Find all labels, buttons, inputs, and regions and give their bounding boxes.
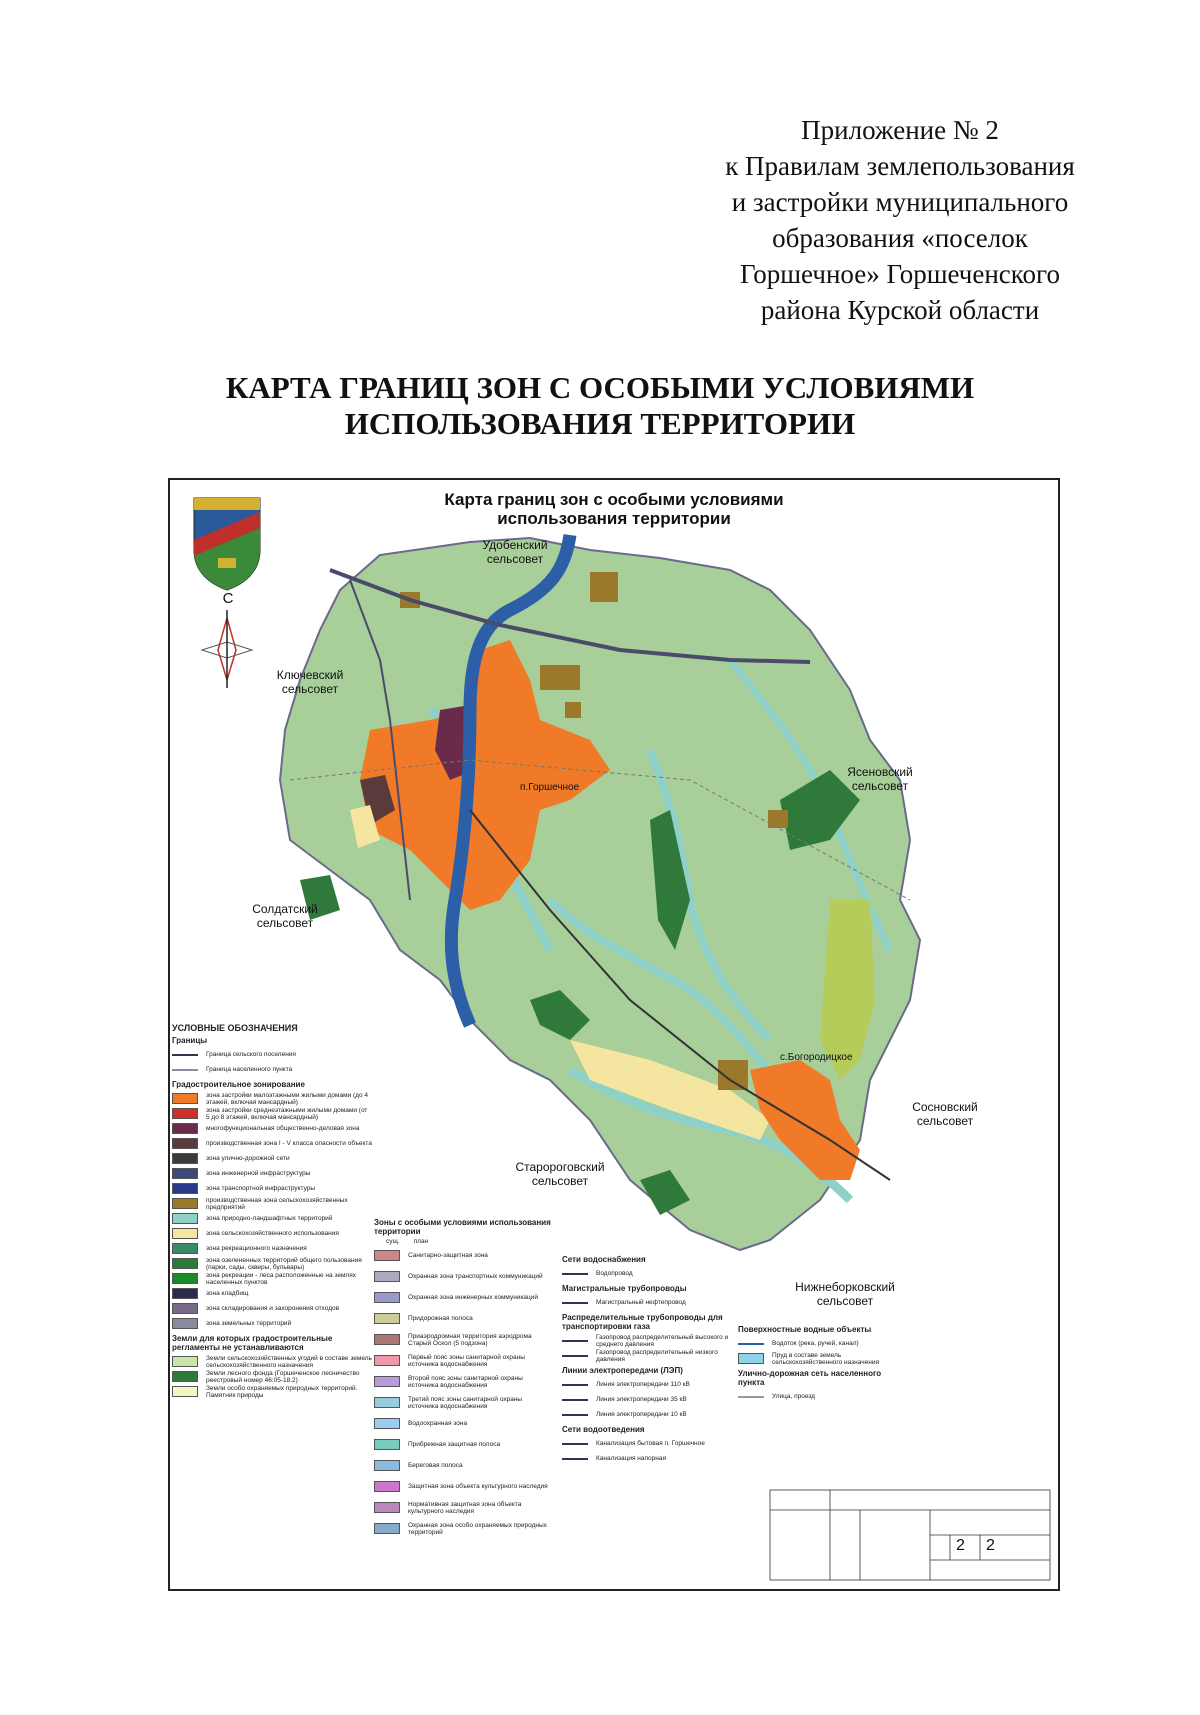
legend-text: Водопровод	[596, 1270, 633, 1277]
agri-enterprise-block	[565, 702, 581, 718]
line-swatch	[738, 1343, 764, 1345]
color-swatch	[172, 1356, 198, 1367]
appendix-header	[690, 112, 1110, 328]
legend-text: Прибрежная защитная полоса	[408, 1441, 501, 1448]
legend-text: Нормативная защитная зона объекта культурного наследия	[408, 1500, 522, 1515]
region-name: Солдатский	[252, 902, 318, 916]
legend-row	[172, 1062, 372, 1077]
map-title-line: Карта границ зон с особыми условиями	[444, 490, 784, 509]
color-swatch	[374, 1271, 400, 1282]
legend-text: Третий пояс зоны санитарной охраны источника водоснабжения	[408, 1395, 523, 1410]
color-swatch	[172, 1371, 198, 1382]
legend-text: зона рекреационного назначения	[206, 1245, 307, 1252]
legend-row	[374, 1245, 554, 1266]
legend-text: Защитная зона объекта культурного наследия	[408, 1483, 548, 1490]
region-type: сельсовет	[816, 1294, 874, 1308]
color-swatch	[172, 1318, 198, 1329]
region-name: Нижнеборковский	[795, 1280, 895, 1294]
line-swatch	[562, 1414, 588, 1416]
label-klyuchevsky	[255, 668, 365, 696]
color-swatch	[172, 1303, 198, 1314]
compass-north-arrow-icon	[202, 610, 252, 688]
legend-row	[172, 1106, 372, 1121]
label-bogoroditskoe: с.Богородицкое	[780, 1052, 853, 1063]
north-label: С	[222, 590, 234, 607]
legend-text: Канализация бытовая п. Горшечное	[596, 1440, 705, 1447]
map-title	[170, 490, 1058, 528]
agri-enterprise-block	[590, 572, 618, 602]
col-existing: сущ.	[386, 1238, 400, 1245]
legend-row	[172, 1047, 372, 1062]
legend-row	[172, 1301, 372, 1316]
legend-panel	[172, 1020, 372, 1399]
appendix-line: к Правилам землепользования	[725, 151, 1075, 181]
legend-text: зона земельных территорий	[206, 1320, 292, 1327]
appendix-line: Приложение № 2	[801, 115, 999, 145]
color-swatch	[374, 1460, 400, 1471]
color-swatch	[172, 1153, 198, 1164]
legend-row	[738, 1389, 908, 1404]
line-swatch	[562, 1384, 588, 1386]
legend-utility-head: Сети водоотведения	[562, 1425, 645, 1434]
legend-text: Газопровод распределительный высокого и среднего давления	[596, 1333, 729, 1348]
legend-roads-head: Улично-дорожная сеть населенного пункта	[738, 1369, 882, 1387]
region-type: сельсовет	[851, 779, 909, 793]
color-swatch	[374, 1355, 400, 1366]
legend-utility-head: Магистральные трубопроводы	[562, 1284, 687, 1293]
line-swatch	[562, 1340, 588, 1342]
legend-text: зона инженерной инфраструктуры	[206, 1170, 311, 1177]
legend-row	[562, 1392, 732, 1407]
legend-row	[374, 1350, 554, 1371]
legend-row	[172, 1241, 372, 1256]
legend-row	[738, 1336, 908, 1351]
legend-text: Водоток (река, ручей, канал)	[772, 1340, 859, 1347]
legend-row	[374, 1455, 554, 1476]
line-swatch	[562, 1355, 588, 1357]
line-swatch	[562, 1302, 588, 1304]
legend-text: Придорожная полоса	[408, 1315, 473, 1322]
legend-text: зона рекреации - леса расположенные на землях населенных пунктов	[206, 1271, 356, 1286]
legend-row	[374, 1266, 554, 1287]
sheet-number: 2	[956, 1537, 965, 1554]
legend-title: УСЛОВНЫЕ ОБОЗНАЧЕНИЯ	[172, 1023, 298, 1033]
color-swatch	[172, 1228, 198, 1239]
color-swatch	[172, 1108, 198, 1119]
document-title-line: КАРТА ГРАНИЦ ЗОН С ОСОБЫМИ УСЛОВИЯМИ	[225, 370, 975, 405]
legend-row	[172, 1271, 372, 1286]
legend-row	[562, 1377, 732, 1392]
legend-text: Пруд в составе земель сельскохозяйственного назначения	[772, 1351, 879, 1366]
color-swatch	[172, 1183, 198, 1194]
legend-text: Второй пояс зоны санитарной охраны источника водоснабжения	[408, 1374, 523, 1389]
label-gorshechnoe: п.Горшечное	[520, 782, 580, 793]
color-swatch	[172, 1138, 198, 1149]
map-title-line: использования территории	[497, 509, 731, 528]
legend-zoning-head: Градостроительное зонирование	[172, 1080, 305, 1089]
legend-text: Граница сельского поселения	[206, 1051, 296, 1058]
legend-row	[172, 1384, 372, 1399]
legend-text: Береговая полоса	[408, 1462, 463, 1469]
line-swatch	[172, 1069, 198, 1071]
sheets-total: 2	[986, 1537, 995, 1554]
legend-row	[172, 1316, 372, 1331]
legend-row	[562, 1436, 732, 1451]
legend-text: производственная зона сельскохозяйственных предприятий	[206, 1196, 348, 1211]
agri-enterprise-block	[768, 810, 788, 828]
legend-row	[562, 1295, 732, 1310]
line-swatch	[738, 1396, 764, 1398]
legend-text: Канализация напорная	[596, 1455, 666, 1462]
legend-row	[562, 1266, 732, 1281]
color-swatch	[374, 1250, 400, 1261]
color-swatch	[172, 1198, 198, 1209]
legend-text: зона складирования и захоронения отходов	[206, 1305, 340, 1312]
legend-row	[172, 1369, 372, 1384]
region-type: сельсовет	[281, 682, 339, 696]
color-swatch	[172, 1258, 198, 1269]
color-swatch	[172, 1386, 198, 1397]
line-swatch	[172, 1054, 198, 1056]
legend-row	[172, 1256, 372, 1271]
legend-utility-head: Линии электропередачи (ЛЭП)	[562, 1366, 683, 1375]
color-swatch	[172, 1213, 198, 1224]
legend-utilities-panel	[562, 1252, 732, 1466]
legend-row	[374, 1308, 554, 1329]
legend-text: зона улично-дорожной сети	[206, 1155, 290, 1162]
color-swatch	[374, 1397, 400, 1408]
appendix-line: и застройки муниципального	[731, 187, 1069, 217]
appendix-line: района Курской области	[760, 295, 1040, 325]
agri-enterprise-block	[540, 665, 580, 690]
legend-text: Санитарно-защитная зона	[408, 1252, 488, 1259]
color-swatch	[374, 1439, 400, 1450]
legend-text: зона кладбищ	[206, 1290, 249, 1297]
legend-row	[562, 1407, 732, 1422]
map-frame	[168, 478, 1060, 1591]
legend-text: Земли сельскохозяйственных угодий в составе земель сельскохозяйственного назначения	[206, 1354, 372, 1369]
legend-row	[374, 1497, 554, 1518]
legend-special-head: Зоны с особыми условиями использования территории	[374, 1218, 551, 1236]
color-swatch	[738, 1353, 764, 1364]
region-type: сельсовет	[531, 1174, 589, 1188]
legend-text: Приаэродромная территория аэродрома Старый Оскол (5 подзона)	[408, 1332, 532, 1347]
legend-water-panel	[738, 1322, 908, 1404]
line-swatch	[562, 1443, 588, 1445]
legend-utility-head: Сети водоснабжения	[562, 1255, 646, 1264]
legend-text: Газопровод распределительный низкого давления	[596, 1348, 718, 1363]
legend-row	[172, 1286, 372, 1301]
color-swatch	[374, 1481, 400, 1492]
legend-special-list	[374, 1245, 554, 1539]
region-name: Ясеновский	[847, 765, 913, 779]
col-planned: план	[413, 1238, 429, 1245]
line-swatch	[562, 1458, 588, 1460]
legend-text: многофункциональная общественно-деловая зона	[206, 1125, 360, 1132]
legend-text: Земли особо охраняемых природных территорий. Памятник природы	[206, 1384, 358, 1399]
legend-text: зона застройки среднеэтажными жилыми домами (от 5 до 8 этажей, включая мансардный)	[206, 1106, 368, 1121]
legend-noregs-head: Земли для которых градостроительные регламенты не устанавливаются	[172, 1334, 333, 1352]
legend-row	[374, 1392, 554, 1413]
region-name: Удобенский	[482, 538, 548, 552]
legend-row	[172, 1121, 372, 1136]
legend-row	[172, 1091, 372, 1106]
legend-text: Линия электропередачи 110 кВ	[596, 1381, 690, 1388]
legend-text: Магистральный нефтепровод	[596, 1299, 686, 1306]
legend-text: зона застройки малоэтажными жилыми домами (до 4 этажей, включая мансардный)	[206, 1091, 369, 1106]
legend-noregs-list	[172, 1354, 372, 1399]
legend-row	[374, 1287, 554, 1308]
region-type: сельсовет	[256, 916, 314, 930]
appendix-line: Горшечное» Горшеченского	[740, 259, 1060, 289]
color-swatch	[374, 1523, 400, 1534]
legend-row	[374, 1434, 554, 1455]
legend-row	[172, 1211, 372, 1226]
legend-row	[172, 1181, 372, 1196]
legend-row	[562, 1451, 732, 1466]
color-swatch	[374, 1418, 400, 1429]
color-swatch	[172, 1288, 198, 1299]
legend-row	[374, 1413, 554, 1434]
legend-row	[172, 1166, 372, 1181]
legend-text: Линия электропередачи 35 кВ	[596, 1396, 687, 1403]
label-sosnovsky	[890, 1100, 1000, 1128]
color-swatch	[374, 1502, 400, 1513]
legend-utility-head: Распределительные трубопроводы для транспортировки газа	[562, 1313, 723, 1331]
legend-row	[374, 1371, 554, 1392]
legend-text: Граница населенного пункта	[206, 1066, 293, 1073]
line-swatch	[562, 1399, 588, 1401]
color-swatch	[172, 1093, 198, 1104]
legend-row	[172, 1226, 372, 1241]
color-swatch	[172, 1168, 198, 1179]
legend-text: Линия электропередачи 10 кВ	[596, 1411, 687, 1418]
region-type: сельсовет	[486, 552, 544, 566]
legend-text: зона природно-ландшафтных территорий	[206, 1215, 333, 1222]
legend-special-cols	[386, 1238, 554, 1245]
legend-row	[562, 1348, 732, 1363]
region-name: Старороговский	[515, 1160, 605, 1174]
region-type: сельсовет	[916, 1114, 974, 1128]
legend-text: зона транспортной инфраструктуры	[206, 1185, 316, 1192]
legend-row	[374, 1476, 554, 1497]
title-block-lines	[770, 1490, 1050, 1580]
color-swatch	[172, 1243, 198, 1254]
label-udobensky	[460, 538, 570, 566]
color-swatch	[374, 1292, 400, 1303]
legend-text: Первый пояс зоны санитарной охраны источника водоснабжения	[408, 1353, 525, 1368]
document-title-line: ИСПОЛЬЗОВАНИЯ ТЕРРИТОРИИ	[344, 406, 856, 441]
region-name: Ключевский	[276, 668, 344, 682]
legend-row	[738, 1351, 908, 1366]
legend-row	[172, 1354, 372, 1369]
color-swatch	[374, 1313, 400, 1324]
legend-text: Улица, проезд	[772, 1393, 815, 1400]
document-title	[160, 370, 1040, 442]
legend-zones-list	[172, 1091, 372, 1331]
label-starorogovsky	[500, 1160, 620, 1188]
legend-text: зона сельскохозяйственного использования	[206, 1230, 339, 1237]
legend-row	[172, 1136, 372, 1151]
appendix-line: образования «поселок	[772, 223, 1028, 253]
legend-text: Охранная зона особо охраняемых природных территорий	[408, 1521, 547, 1536]
legend-row	[562, 1333, 732, 1348]
region-name: Сосновский	[912, 1100, 978, 1114]
label-yasenovsky	[825, 765, 935, 793]
legend-text: производственная зона I - V класса опасности объекта	[206, 1140, 372, 1147]
color-swatch	[374, 1334, 400, 1345]
label-soldatsky	[230, 902, 340, 930]
legend-row	[374, 1518, 554, 1539]
legend-utilities-list	[562, 1255, 732, 1466]
legend-borders-head: Границы	[172, 1036, 208, 1045]
color-swatch	[172, 1123, 198, 1134]
color-swatch	[374, 1376, 400, 1387]
line-swatch	[562, 1273, 588, 1275]
color-swatch	[172, 1273, 198, 1284]
legend-text: Земли лесного фонда (Горшеченское лесничество реестровый номер 46:05-18.2)	[206, 1369, 360, 1384]
legend-text: Водоохранная зона	[408, 1420, 468, 1427]
legend-text: Охранная зона транспортных коммуникаций	[408, 1273, 543, 1280]
legend-water-head: Поверхностные водные объекты	[738, 1325, 872, 1334]
legend-text: Охранная зона инженерных коммуникаций	[408, 1294, 539, 1301]
legend-special-panel	[374, 1215, 554, 1539]
legend-row	[172, 1196, 372, 1211]
legend-text: зона озелененных территорий общего пользования (парки, сады, скверы, бульвары)	[206, 1256, 362, 1271]
legend-row	[172, 1151, 372, 1166]
legend-row	[374, 1329, 554, 1350]
label-nizhneborkovsky	[780, 1280, 910, 1308]
